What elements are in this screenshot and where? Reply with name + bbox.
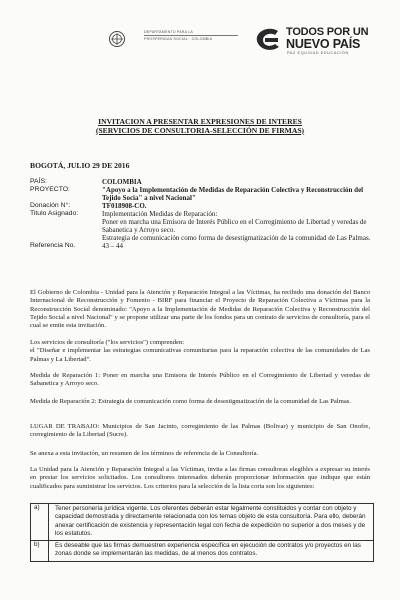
- paragraph-4: Medida de Reparación 2: Estrategia de comunicación como forma de desestigmatización de la comunidad de Las Palmas.: [30, 398, 351, 405]
- gov-line-2: PROSPERIDAD SOCIAL · COLOMBIA: [144, 36, 213, 41]
- field-value: [102, 210, 375, 242]
- date-line: BOGOTÁ, JULIO 29 DE 2016: [30, 161, 130, 170]
- titulo-line-3: Estrategia de comunicación como forma de desestigmatización de la comunidad de Las Palmas.: [102, 234, 371, 242]
- titulo-line-1: Implementación Medidas de Reparación:: [102, 210, 218, 218]
- criteria-text: Es deseable que las firmas demuestren experiencia específica en ejecución de contratos y/o proyectos en las zonas donde se implementarán las medidas, de al menos dos contratos.: [48, 541, 373, 561]
- titulo-line-2: Poner en marcha una Emisora de Interés Público en el Corregimiento de Libertad y veredas de Sabanetica y Arroyo seco.: [102, 218, 367, 234]
- field-value: 43 – 44: [102, 242, 123, 250]
- field-value: "Apoyo a la Implementación de Medidas de Reparación Colectiva y Reconstrucción del Tejido Socia" a nivel Nacional": [102, 186, 364, 202]
- field-titulo: [30, 210, 375, 242]
- government-entity-header: [144, 30, 240, 41]
- paragraph-5: LUGAR DE TRABAJO: Municipios de San Jacinto, corregimiento de las Palmas (Bolivar) y municipio de San Onofre, corregimiento de la Libertad (Sucre).: [30, 423, 370, 439]
- brand-line-3: PAZ EQUIDAD EDUCACIÓN: [287, 51, 349, 55]
- government-seal-icon: [108, 30, 126, 48]
- field-label: Donación N°:: [30, 202, 71, 209]
- paragraph-2: [30, 339, 370, 364]
- brand-line-1: TODOS POR UN: [286, 26, 369, 38]
- paragraph-1: El Gobierno de Colombia - Unidad para la Atención y Reparación Integral a las Víctimas, ha recibido una donación del Banco Internacional de Reconstrucción y Fomento - BIRF para financiar el Proyecto de Reparación Colectiva a Víctimas para la Reconstrucción Social denominado: "Apoyo a la Implementación de Medidas de Reparación Colectiva y Reconstrucción del Tejido Social a nivel Nacional" y se propone utilizar una parte de los fondos para un contrato de servicios de consultoría, para el cual se emite esta invitación.: [30, 289, 370, 330]
- field-label: Referencia No.: [30, 242, 76, 249]
- criteria-text: Tener personería jurídica vigente. Los oferentes deberán estar legalmente constituidos y contar con objeto y capacidad demostrada y directamente relacionada con los temas objeto de esta consultoría. Para ello, deberán anexar certificación de existencia y representación legal con fecha de expedición no superior a dos meses y de los estatutos.: [48, 504, 373, 540]
- criteria-table: [30, 503, 374, 562]
- field-label: Titulo Asignado:: [30, 210, 79, 217]
- paragraph-7: La Unidad para la Atención y Reparación Integral a las Víctimas, invita a las firmas consultoras elegibles a expresar su interés en prestar los servicios solicitados. Los consultores interesados deberán proporcionar información que indique que están cualificados para suministrar los servicios. Los criterios para la selección de la lista corta son los siguientes:: [30, 466, 370, 490]
- gov-line-1: DEPARTAMENTO PARA LA: [144, 30, 193, 34]
- field-label: PROYECTO:: [30, 186, 70, 193]
- nuevo-pais-logo-icon: [254, 27, 282, 53]
- project-fields: [30, 178, 375, 250]
- criteria-key: b): [34, 541, 40, 549]
- title-line-1: INVITACION A PRESENTAR EXPRESIONES DE INTERES: [98, 117, 302, 126]
- field-referencia: [30, 242, 375, 250]
- paragraph-3: Medida de Reparación 1: Poner en marcha una Emisora de Interés Público en el Corregimiento de Libertad y veredas de Sabanetica y Arroyo seco.: [30, 372, 370, 388]
- paragraph-6: Se anexa a esta invitación, un resumen de los términos de referencia de la Consultoría.: [30, 450, 259, 457]
- criteria-row: [31, 504, 373, 541]
- field-donacion: [30, 202, 375, 210]
- title-line-2: (SERVICIOS DE CONSULTORIA-SELECCIÓN DE FIRMAS): [95, 125, 305, 135]
- field-value: TF018908-CO.: [102, 202, 147, 210]
- field-value: COLOMBIA: [102, 178, 142, 186]
- paragraph-2-intro: Los servicios de consultoría ("los servicios") comprenden:: [30, 339, 185, 346]
- gov-divider: [144, 35, 238, 36]
- paragraph-2-detail: el "Diseñar e implementar las estrategias comunicativas comunitarias para la reparación colectiva de las comunidades de Las Palmas y La Libertad".: [30, 347, 370, 363]
- field-label: PAÍS:: [30, 178, 47, 185]
- document-title: [0, 118, 400, 135]
- criteria-key: a): [34, 504, 40, 511]
- field-proyecto: [30, 186, 375, 202]
- criteria-row: [31, 541, 373, 561]
- field-pais: [30, 178, 375, 186]
- brand-line-2: NUEVO PAÍS: [286, 37, 361, 51]
